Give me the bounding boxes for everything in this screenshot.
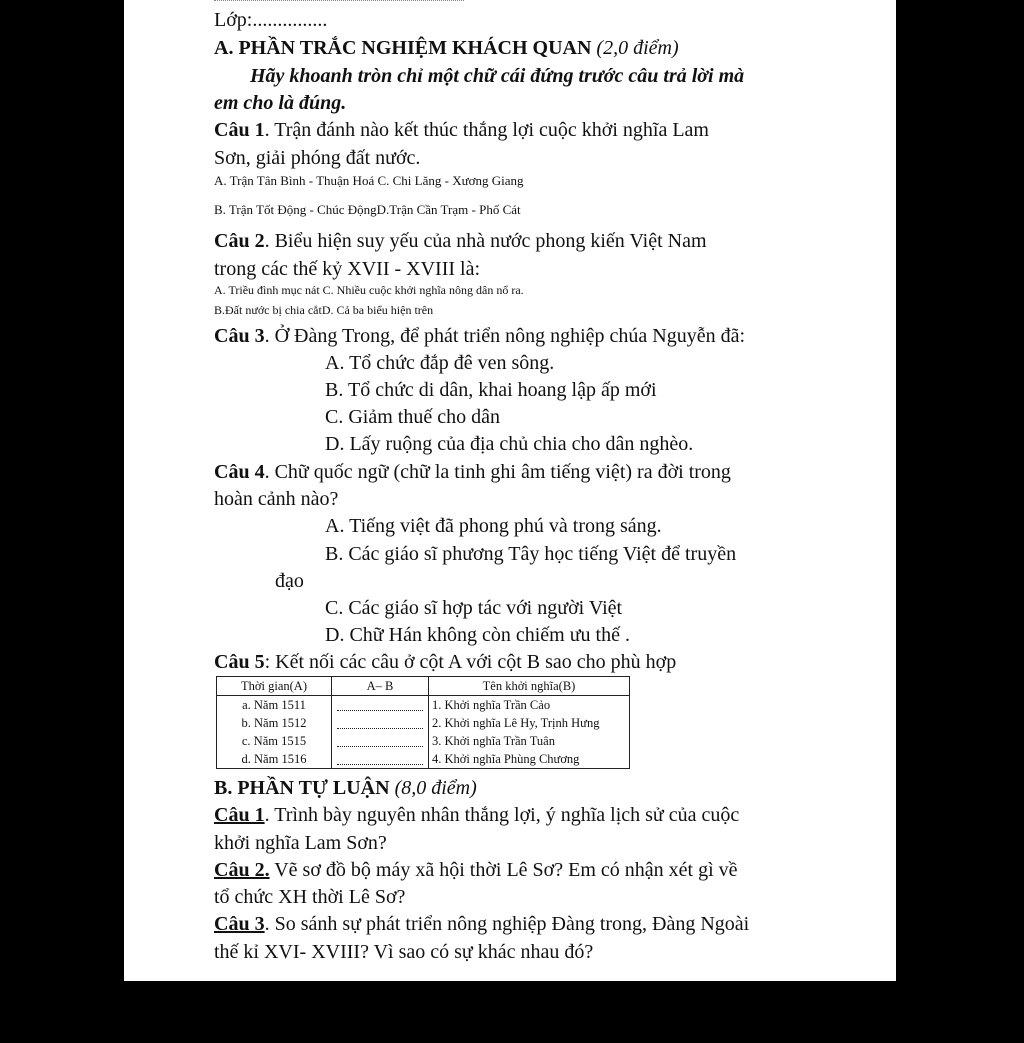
q3-option-d: D. Lấy ruộng của địa chủ chia cho dân nghèo. — [325, 433, 694, 455]
table-row — [217, 750, 630, 769]
q4-option-b-line-1: B. Các giáo sĩ phương Tây học tiếng Việt để truyền — [325, 543, 737, 565]
table-header-uprising: Tên khởi nghĩa(B) — [429, 677, 630, 696]
b-q1-line-1: Câu 1. Trình bày nguyên nhân thắng lợi, ý nghĩa lịch sử của cuộc — [214, 804, 740, 826]
matching-table — [216, 676, 630, 769]
table-row — [217, 732, 630, 750]
q4-option-d: D. Chữ Hán không còn chiếm ưu thế . — [325, 624, 630, 646]
b-q2-line-2: tổ chức XH thời Lê Sơ? — [214, 886, 406, 908]
q4-line-1: Câu 4. Chữ quốc ngữ (chữ la tinh ghi âm tiếng việt) ra đời trong — [214, 461, 731, 483]
b-q3-line-2: thế kỉ XVI- XVIII? Vì sao có sự khác nhau đó? — [214, 941, 594, 963]
q1-line-2: Sơn, giải phóng đất nước. — [214, 147, 421, 169]
time-cell: b. Năm 1512 — [217, 714, 332, 732]
answer-blank[interactable] — [332, 714, 429, 732]
section-a-title: A. PHẦN TRẮC NGHIỆM KHÁCH QUAN (2,0 điểm) — [214, 37, 679, 59]
uprising-cell: 2. Khởi nghĩa Lê Hy, Trịnh Hưng — [429, 714, 630, 732]
q2-options-row-1: A. Triều đình mục nát C. Nhiều cuộc khởi nghĩa nông dân nổ ra. — [214, 283, 524, 297]
q3-option-c: C. Giảm thuế cho dân — [325, 406, 500, 428]
exam-page — [124, 0, 896, 981]
q4-option-b-line-2: đạo — [275, 570, 304, 592]
table-header-row — [217, 677, 630, 696]
answer-blank[interactable] — [332, 750, 429, 769]
instruction-line-1: Hãy khoanh tròn chỉ một chữ cái đứng trước câu trả lời mà — [250, 65, 745, 87]
instruction-line-2: em cho là đúng. — [214, 92, 347, 114]
uprising-cell: 1. Khởi nghĩa Trần Cảo — [429, 696, 630, 715]
time-cell: c. Năm 1515 — [217, 732, 332, 750]
b-q2-line-1: Câu 2. Vẽ sơ đồ bộ máy xã hội thời Lê Sơ? Em có nhận xét gì về — [214, 859, 738, 881]
answer-blank[interactable] — [332, 696, 429, 715]
q2-line-2: trong các thế kỷ XVII - XVIII là: — [214, 258, 481, 280]
q5-line-1: Câu 5: Kết nối các câu ở cột A với cột B sao cho phù hợp — [214, 651, 677, 673]
table-header-ab: A– B — [332, 677, 429, 696]
section-b-title: B. PHẦN TỰ LUẬN (8,0 điểm) — [214, 777, 477, 799]
time-cell: a. Năm 1511 — [217, 696, 332, 715]
uprising-cell: 4. Khởi nghĩa Phùng Chương — [429, 750, 630, 769]
b-q3-line-1: Câu 3. So sánh sự phát triển nông nghiệp Đàng trong, Đàng Ngoài — [214, 913, 750, 935]
q4-option-c: C. Các giáo sĩ hợp tác với người Việt — [325, 597, 623, 619]
table-row — [217, 696, 630, 715]
q3-line-1: Câu 3. Ở Đàng Trong, để phát triển nông nghiệp chúa Nguyễn đã: — [214, 325, 746, 347]
q2-options-row-2: B.Đất nước bị chia cắtD. Cả ba biểu hiện trên — [214, 303, 434, 317]
q3-option-a: A. Tổ chức đắp đê ven sông. — [325, 352, 555, 374]
q2-line-1: Câu 2. Biểu hiện suy yếu của nhà nước phong kiến Việt Nam — [214, 230, 707, 252]
q4-line-2: hoàn cảnh nào? — [214, 488, 339, 510]
table-row — [217, 714, 630, 732]
time-cell: d. Năm 1516 — [217, 750, 332, 769]
class-label: Lớp:............... — [214, 9, 328, 31]
table-header-time: Thời gian(A) — [217, 677, 332, 696]
uprising-cell: 3. Khởi nghĩa Trần Tuân — [429, 732, 630, 750]
q1-options-row-1: A. Trận Tân Bình - Thuận Hoá C. Chi Lăng - Xương Giang — [214, 173, 524, 188]
cropped-top-line — [214, 0, 464, 3]
answer-blank[interactable] — [332, 732, 429, 750]
q4-option-a: A. Tiếng việt đã phong phú và trong sáng. — [325, 515, 662, 537]
q1-line-1: Câu 1. Trận đánh nào kết thúc thắng lợi cuộc khởi nghĩa Lam — [214, 119, 709, 141]
q3-option-b: B. Tổ chức di dân, khai hoang lập ấp mới — [325, 379, 657, 401]
b-q1-line-2: khởi nghĩa Lam Sơn? — [214, 832, 387, 854]
q1-options-row-2: B. Trận Tốt Động - Chúc ĐộngD.Trận Cần Trạm - Phố Cát — [214, 202, 521, 217]
